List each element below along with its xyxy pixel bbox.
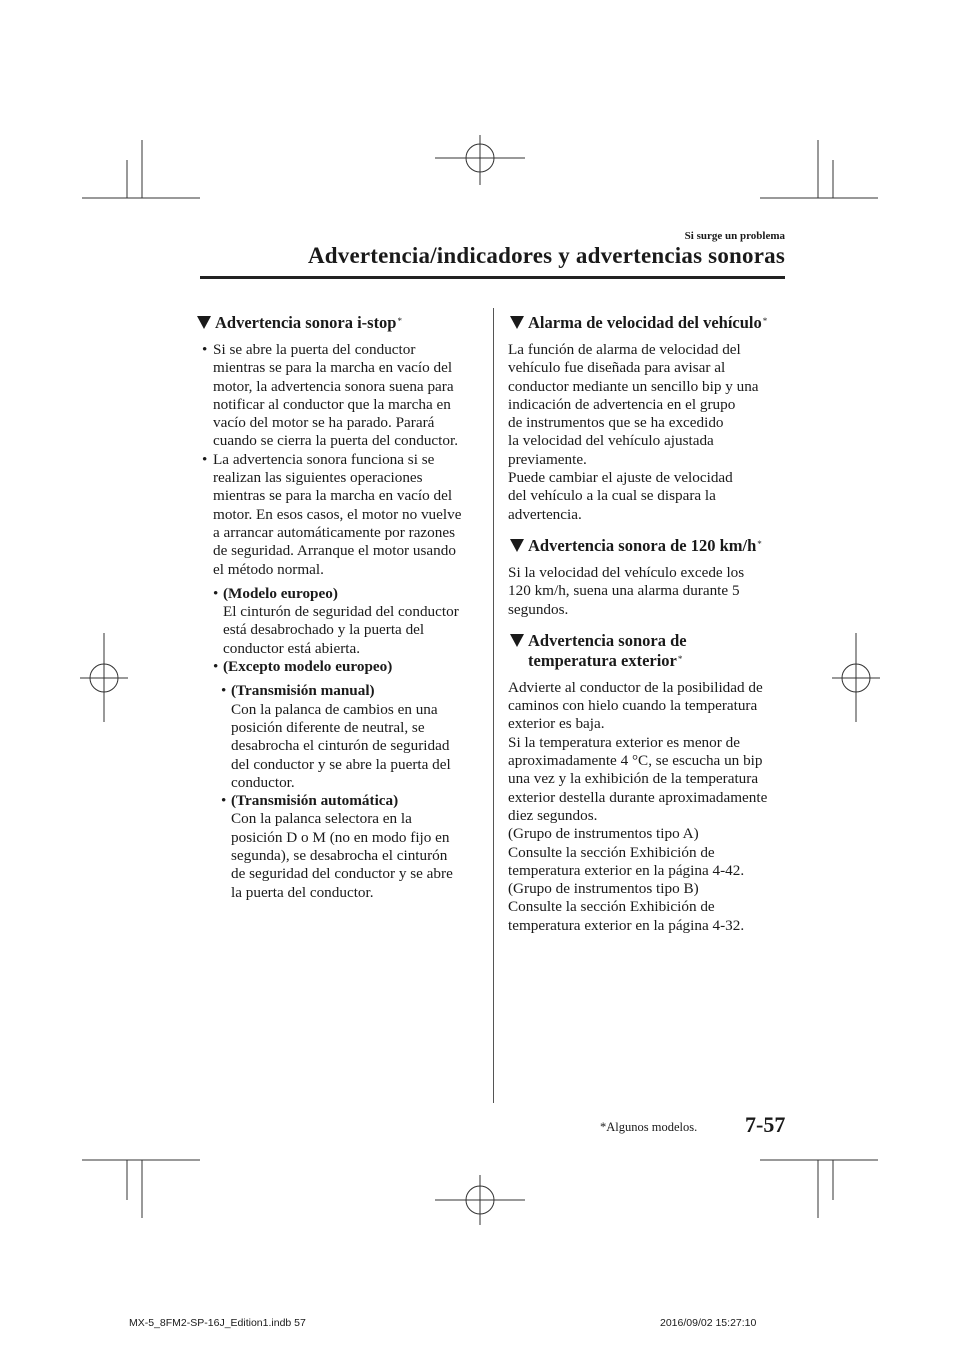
heading-text-line2: temperatura exterior (528, 650, 677, 670)
left-column (195, 313, 485, 902)
list-item-non-european (195, 658, 485, 676)
list-item-european (195, 585, 485, 658)
triangle-bullet-icon (510, 539, 524, 552)
file-info: MX-5_8FM2-SP-16J_Edition1.indb 57 (129, 1317, 306, 1329)
section-label: Si surge un problema (684, 230, 785, 242)
paragraph: La función de alarma de velocidad del vehículo fue diseñada para avisar al conductor mediante un sencillo bip y una indicación de advertencia en el grupo de instrumentos que se ha excedido la velocidad del vehículo ajustada previamente. Puede cambiar el ajuste de velocidad del vehículo a la cual se dispara la advertencia. (508, 341, 759, 523)
sub-label: (Modelo europeo) (223, 584, 338, 602)
asterisk-mark: * (757, 538, 762, 549)
heading-speed-alarm (508, 313, 790, 333)
heading-istop (195, 313, 485, 333)
right-column (508, 313, 790, 935)
list-item-text: La advertencia sonora funciona si se realizan las siguientes operaciones mientras se para la marcha en vacío del motor. En esos casos, el motor no vuelve a arrancar automáticamente por razones de seguridad. Arranque el motor usando el método normal. (213, 450, 462, 578)
bullet-dot: • (202, 450, 208, 468)
heading-text: Advertencia sonora i-stop (215, 313, 397, 332)
list-item-manual (195, 682, 485, 792)
page-title: Advertencia/indicadores y advertencias sonoras (307, 243, 785, 268)
asterisk-mark: * (762, 316, 768, 326)
list-item-automatic (195, 792, 485, 902)
page-number: 7-57 (745, 1112, 786, 1137)
sub-text: Con la palanca selectora en la posición D o M (no en modo fijo en segunda), se desabrocha el cinturón de seguridad del conductor y se abre la puerta del conductor. (231, 810, 453, 901)
print-timestamp: 2016/09/02 15:27:10 (660, 1317, 757, 1329)
bullet-dot: • (213, 584, 219, 602)
sub-text: Con la palanca de cambios en una posición diferente de neutral, se desabrocha el cinturón de seguridad del conductor y se abre la puerta del conductor. (231, 700, 451, 791)
asterisk-mark: * (677, 653, 683, 664)
bullet-dot: • (221, 792, 227, 810)
heading-outside-temp (508, 631, 790, 671)
list-item-text: Si se abre la puerta del conductor mientras se para la marcha en vacío del motor, la advertencia sonora suena para notificar al conductor que la marcha en vacío del motor se ha parado. Parará cuando se cierra la puerta del conductor. (213, 341, 458, 450)
heading-text: Advertencia sonora de 120 km/h (528, 535, 757, 555)
list-item (195, 341, 485, 451)
triangle-bullet-icon (510, 634, 524, 647)
footnote: *Algunos modelos. (600, 1120, 698, 1134)
sub-label: (Excepto modelo europeo) (223, 658, 393, 676)
triangle-bullet-icon (197, 316, 211, 329)
bullet-dot: • (202, 341, 208, 358)
sub-label: (Transmisión manual) (231, 682, 375, 700)
column-divider (493, 308, 494, 1103)
asterisk-mark: * (397, 316, 402, 326)
sub-text: El cinturón de seguridad del conductor está desabrochado y la puerta del conductor está abierta. (223, 603, 459, 657)
triangle-bullet-icon (510, 316, 524, 329)
heading-text: Alarma de velocidad del vehículo (528, 313, 762, 332)
heading-120-warning (508, 536, 790, 556)
heading-text-line1: Advertencia sonora de (528, 630, 687, 650)
bullet-dot: • (213, 658, 219, 676)
sub-label: (Transmisión automática) (231, 792, 399, 810)
bullet-dot: • (221, 682, 227, 700)
list-item (195, 451, 485, 579)
title-rule (200, 276, 785, 279)
paragraph: Advierte al conductor de la posibilidad de caminos con hielo cuando la temperatura exterior es baja. Si la temperatura exterior es menor de aproximadamente 4 °C, se escucha un bip una vez y la exhibición de la temperatura exterior destella durante aproximadamente diez segundos. (Grupo de instrumentos tipo A) Consulte la sección Exhibición de temperatura exterior en la página 4-42. (Grupo de instrumentos tipo B) Consulte la sección Exhibición de temperatura exterior en la página 4-32. (508, 678, 768, 934)
paragraph: Si la velocidad del vehículo excede los 120 km/h, suena una alarma durante 5 segundos. (508, 563, 745, 618)
